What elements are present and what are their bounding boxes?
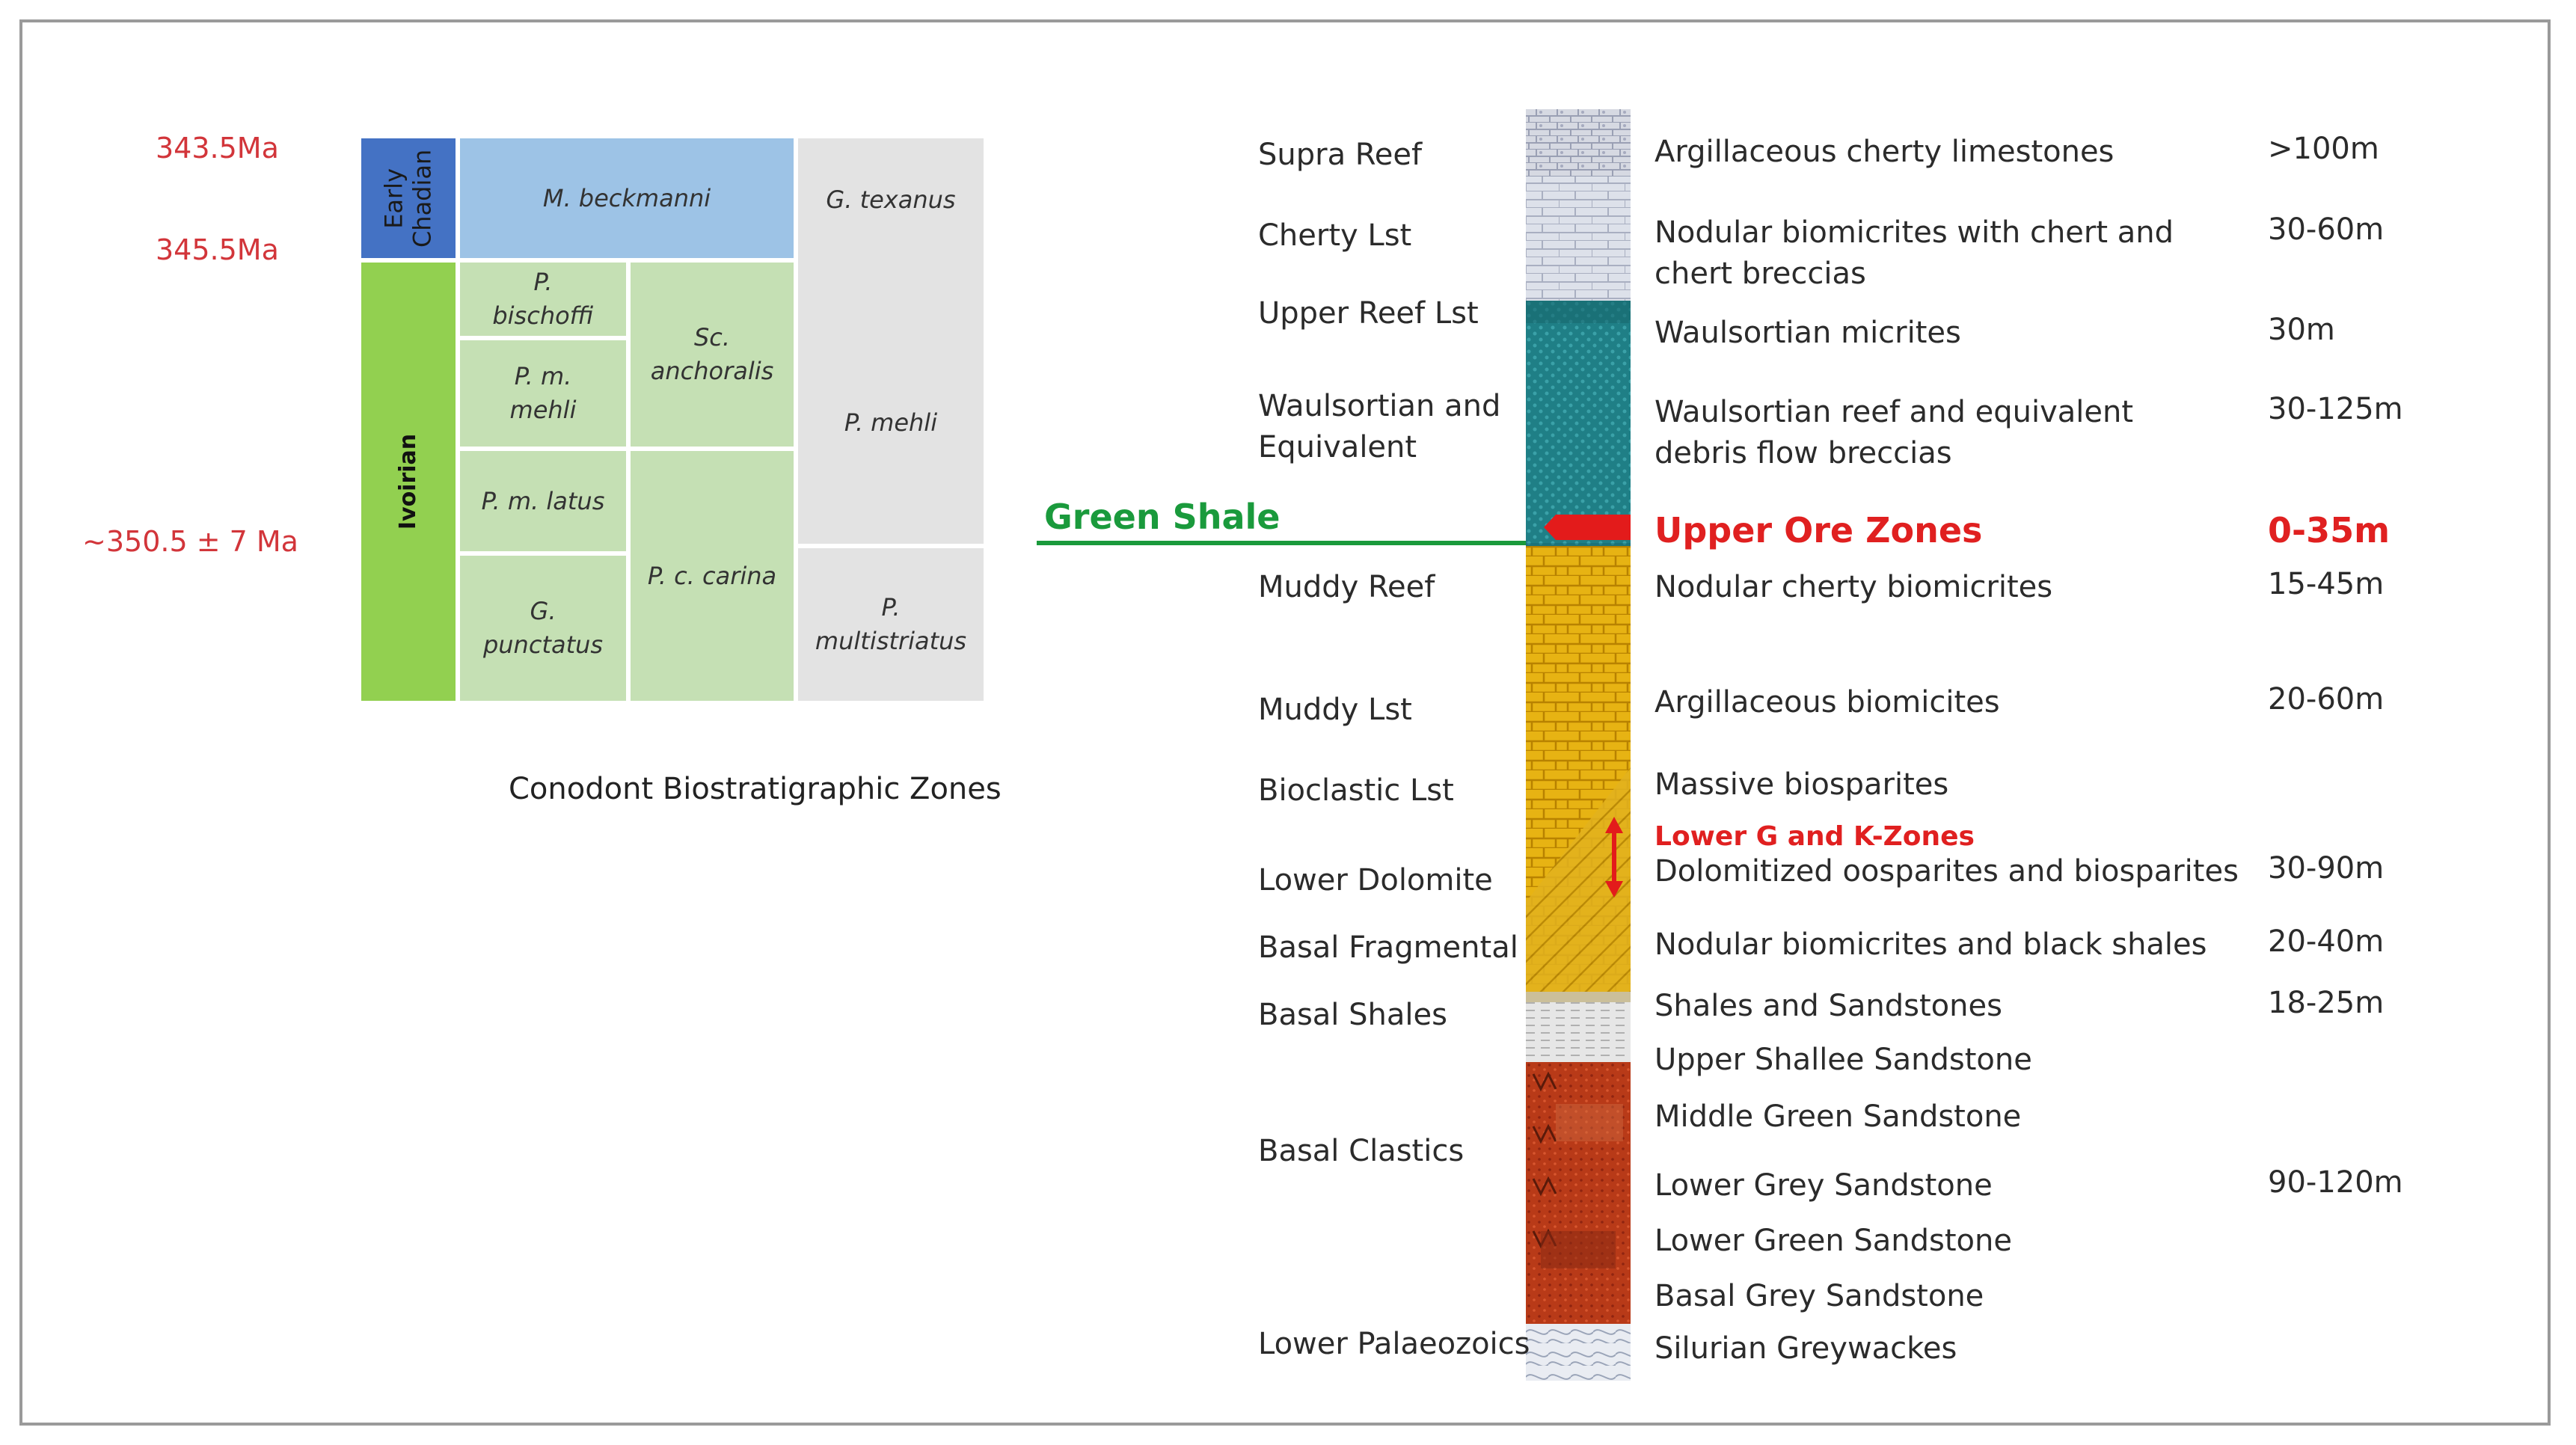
description: Nodular biomicrites and black shales [1655, 927, 2207, 962]
description: Lower Grey Sandstone [1655, 1168, 1993, 1203]
zone-p-multistriatus: P. multistriatus [796, 546, 986, 703]
zone-p-c-carina: P. c. carina [628, 449, 796, 703]
unit-name: Bioclastic Lst [1258, 773, 1454, 808]
description: Shales and Sandstones [1655, 989, 2002, 1023]
thickness: 18-25m [2268, 986, 2385, 1020]
stage-ivorian [359, 260, 458, 703]
thickness: 15-45m [2268, 567, 2385, 601]
unit-name: Muddy Lst [1258, 693, 1412, 727]
lower-g-k-zones-label: Lower G and K-Zones [1655, 821, 1975, 852]
green-shale-label: Green Shale [1044, 497, 1281, 537]
unit-name: Basal Shales [1258, 998, 1447, 1032]
description: Basal Grey Sandstone [1655, 1279, 1984, 1313]
unit-name: Waulsortian and Equivalent [1258, 389, 1501, 465]
upper-ore-zones-label: Upper Ore Zones [1655, 510, 1983, 550]
unit-name: Lower Dolomite [1258, 863, 1493, 898]
unit-name: Cherty Lst [1258, 218, 1412, 253]
stage-early-chadian-label: Early Chadian [379, 149, 438, 248]
age-label-1: 343.5Ma [156, 132, 279, 165]
zone-p-bischoffi: P. bischoffi [458, 260, 628, 338]
stage-early-chadian [359, 136, 458, 260]
thickness: >100m [2268, 132, 2379, 166]
unit-name: Muddy Reef [1258, 570, 1435, 604]
description: Waulsortian micrites [1655, 316, 1961, 350]
stage-ivorian-label: Ivoirian [395, 433, 422, 530]
unit-name: Lower Palaeozoics [1258, 1327, 1530, 1361]
description: Massive biosparites [1655, 767, 1949, 802]
conodont-caption: Conodont Biostratigraphic Zones [509, 772, 1002, 806]
description: Silurian Greywackes [1655, 1331, 1957, 1366]
zone-p-mehli: P. mehli [844, 408, 938, 437]
zone-p-m-latus: P. m. latus [458, 449, 628, 553]
unit-name: Upper Reef Lst [1258, 296, 1479, 331]
thickness: 20-60m [2268, 682, 2385, 717]
description: Argillaceous cherty limestones [1655, 135, 2115, 169]
zone-g-punctatus: G. punctatus [458, 553, 628, 703]
description: Nodular biomicrites with chert and chert breccias [1655, 215, 2174, 292]
description: Waulsortian reef and equivalent debris flow breccias [1655, 395, 2134, 471]
unit-name: Basal Clastics [1258, 1134, 1465, 1168]
description: Lower Green Sandstone [1655, 1224, 2012, 1258]
description: Argillaceous biomicites [1655, 685, 2000, 720]
unit-name: Supra Reef [1258, 138, 1423, 172]
age-label-3: ~350.5 ± 7 Ma [82, 525, 298, 558]
zone-p-m-mehli: P. m. mehli [458, 338, 628, 449]
description: Middle Green Sandstone [1655, 1099, 2022, 1134]
upper-ore-thickness: 0-35m [2268, 510, 2391, 550]
thickness: 90-120m [2268, 1165, 2403, 1200]
zone-sc-anchoralis: Sc. anchoralis [628, 260, 796, 449]
description: Nodular cherty biomicrites [1655, 570, 2053, 604]
zone-g-texanus-label: G. texanus [826, 185, 956, 214]
thickness: 30m [2268, 313, 2335, 347]
zone-m-beckmanni: M. beckmanni [458, 136, 796, 260]
green-shale-line [1037, 541, 1530, 545]
description: Upper Shallee Sandstone [1655, 1043, 2032, 1077]
thickness: 20-40m [2268, 924, 2385, 959]
description: Dolomitized oosparites and biosparites [1655, 854, 2239, 889]
thickness: 30-90m [2268, 851, 2385, 886]
unit-name: Basal Fragmental [1258, 930, 1518, 965]
stratigraphic-column [1526, 109, 1631, 1381]
thickness: 30-60m [2268, 212, 2385, 247]
age-label-2: 345.5Ma [156, 233, 279, 266]
thickness: 30-125m [2268, 392, 2403, 426]
